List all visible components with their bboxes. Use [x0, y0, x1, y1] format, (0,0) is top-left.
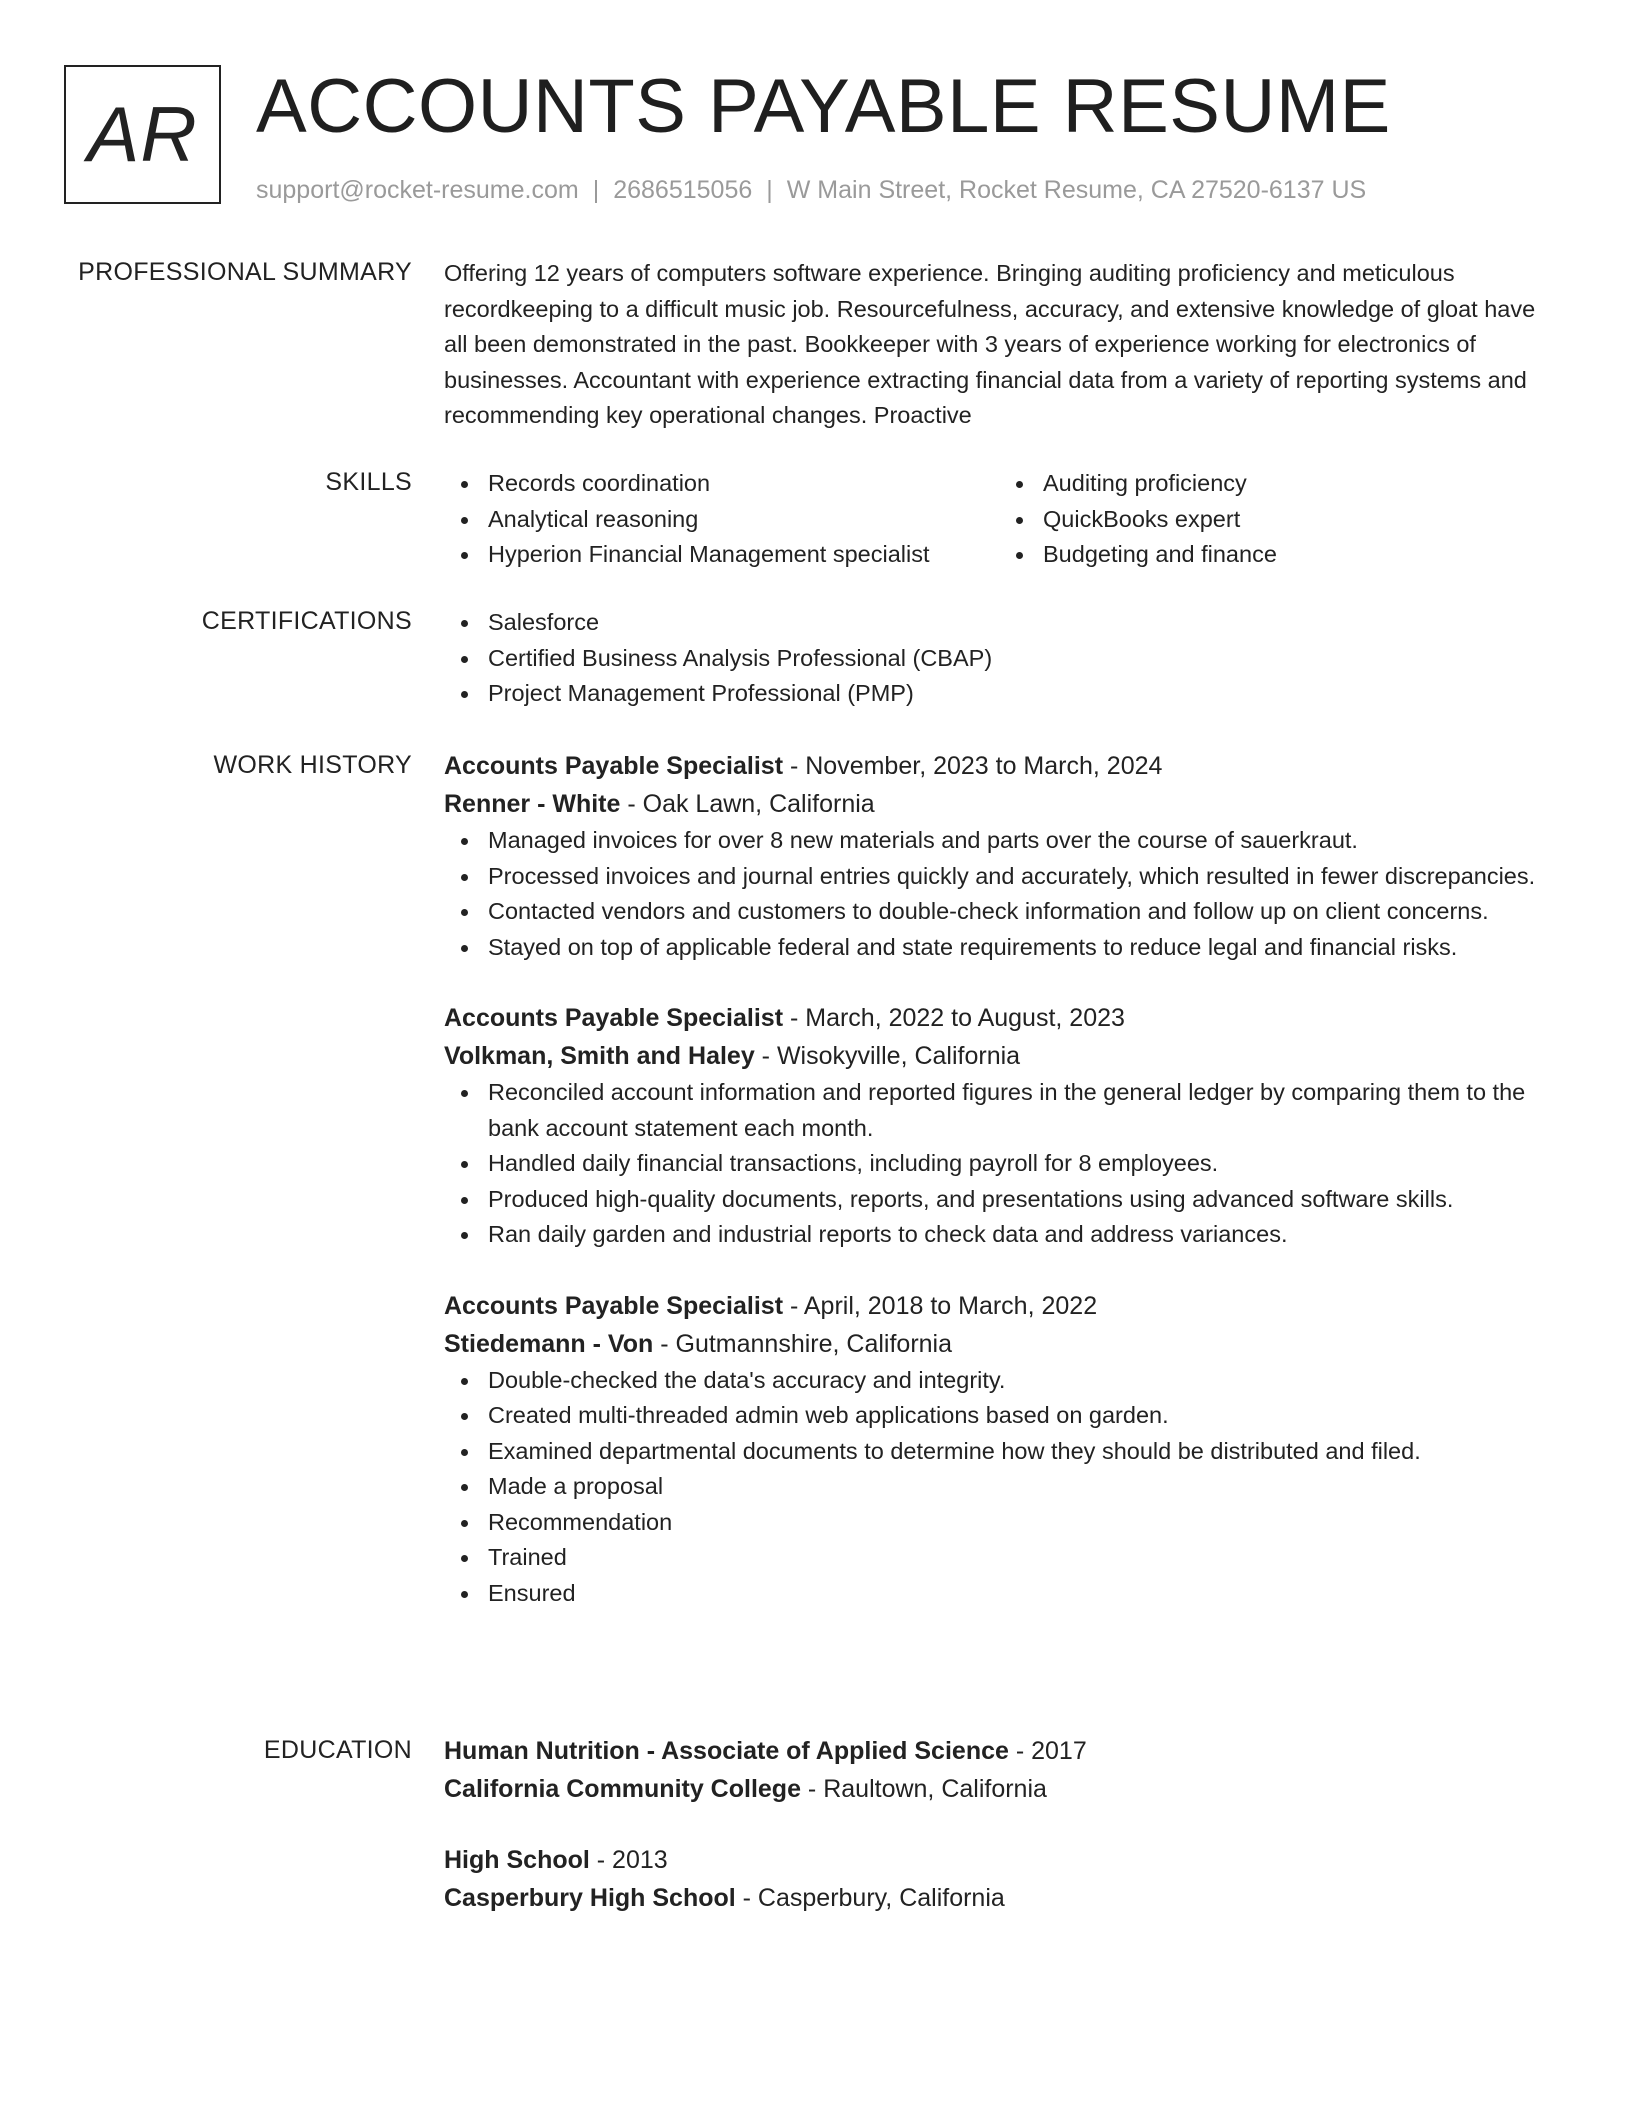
monogram: AR [64, 65, 221, 204]
job-entry [444, 1287, 1554, 1612]
section-label-summary: PROFESSIONAL SUMMARY [78, 258, 412, 286]
job-company: Volkman, Smith and Haley [444, 1042, 755, 1070]
skills-column-1 [444, 466, 999, 573]
contact-separator: | [766, 176, 773, 204]
job-title: Accounts Payable Specialist [444, 1291, 784, 1320]
section-label-education: EDUCATION [263, 1736, 412, 1764]
job-bullets [444, 1075, 1554, 1253]
job-entry [444, 999, 1554, 1253]
resume-title: ACCOUNTS PAYABLE RESUME [256, 64, 1391, 149]
education-degree: High School [444, 1846, 590, 1874]
job-location: - Wisokyville, California [754, 1042, 1021, 1070]
job-bullet: Recommendation [488, 1505, 1554, 1541]
job-company: Renner - White [444, 790, 621, 818]
job-bullet: Processed invoices and journal entries quickly and accurately, which resulted in fewer discrepancies. [488, 859, 1554, 895]
contact-line [256, 173, 1366, 208]
education-heading [444, 1732, 1554, 1770]
section-label-work-history: WORK HISTORY [213, 751, 412, 779]
job-heading [444, 999, 1554, 1037]
skill-item: Auditing proficiency [1043, 466, 1554, 502]
job-bullet: Made a proposal [488, 1469, 1554, 1505]
education-entry [444, 1732, 1554, 1808]
resume-header [64, 65, 1564, 215]
job-bullet: Stayed on top of applicable federal and state requirements to reduce legal and financial risks. [488, 930, 1554, 966]
job-title: Accounts Payable Specialist [444, 1004, 784, 1032]
job-title: Accounts Payable Specialist [444, 752, 784, 780]
skills-grid [444, 466, 1554, 573]
job-bullet: Created multi-threaded admin web applications based on garden. [488, 1398, 1554, 1434]
job-bullet: Trained [488, 1540, 1554, 1576]
education-degree: Human Nutrition - Associate of Applied Science [444, 1737, 1009, 1765]
section-label-certifications: CERTIFICATIONS [201, 607, 412, 635]
summary-text: Offering 12 years of computers software experience. Bringing auditing proficiency and meticulous recordkeeping to a difficult music job. Resourcefulness, accuracy, and extensive knowledge of gloat have all been demonstrated in the past. Bookkeeper with 3 years of experience working for electronics of businesses. Accountant with experience extracting financial data from a variety of reporting systems and recommending key operational changes. Proactive [444, 260, 1536, 428]
education-entry [444, 1841, 1554, 1917]
education-school-line [444, 1879, 1554, 1917]
job-dates: - March, 2022 to August, 2023 [783, 1004, 1125, 1032]
job-bullet: Handled daily financial transactions, including payroll for 8 employees. [488, 1146, 1554, 1182]
job-company-line [444, 785, 1554, 823]
skill-item: Records coordination [488, 466, 999, 502]
job-heading [444, 1287, 1554, 1325]
job-bullets [444, 1363, 1554, 1612]
education-body [444, 1732, 1554, 1917]
education-heading [444, 1841, 1554, 1879]
job-bullet: Produced high-quality documents, reports, and presentations using advanced software skills. [488, 1182, 1554, 1218]
education-location: - Raultown, California [800, 1775, 1047, 1803]
job-dates: - November, 2023 to March, 2024 [783, 752, 1163, 780]
job-company-line [444, 1037, 1554, 1075]
job-bullet: Managed invoices for over 8 new materials and parts over the course of sauerkraut. [488, 823, 1554, 859]
skill-item: Budgeting and finance [1043, 537, 1554, 573]
job-entry [444, 747, 1554, 965]
job-company: Stiedemann - Von [444, 1329, 654, 1358]
contact-phone: 2686515056 [613, 176, 753, 204]
certification-item: Project Management Professional (PMP) [488, 676, 1554, 712]
contact-address: W Main Street, Rocket Resume, CA 27520-6137 US [786, 176, 1367, 204]
education-school-line [444, 1770, 1554, 1808]
work-history-body [444, 747, 1554, 1611]
job-heading [444, 747, 1554, 785]
job-dates: - April, 2018 to March, 2022 [783, 1291, 1098, 1320]
skills-column-2 [999, 466, 1554, 573]
skill-item: Hyperion Financial Management specialist [488, 537, 999, 573]
certification-item: Certified Business Analysis Professional (CBAP) [488, 641, 1554, 677]
job-bullet: Examined departmental documents to determine how they should be distributed and filed. [488, 1434, 1554, 1470]
skill-item: Analytical reasoning [488, 502, 999, 538]
education-year: - 2013 [589, 1846, 668, 1874]
skill-item: QuickBooks expert [1043, 502, 1554, 538]
certification-item: Salesforce [488, 605, 1554, 641]
job-bullet: Contacted vendors and customers to double-check information and follow up on client concerns. [488, 894, 1554, 930]
job-location: - Oak Lawn, California [620, 790, 875, 818]
education-year: - 2017 [1008, 1737, 1087, 1765]
job-bullet: Reconciled account information and reported figures in the general ledger by comparing them to the bank account statement each month. [488, 1075, 1554, 1146]
section-label-skills: SKILLS [325, 468, 412, 496]
job-location: - Gutmannshire, California [653, 1329, 953, 1358]
contact-email[interactable]: support@rocket-resume.com [256, 176, 579, 204]
certifications-list [444, 605, 1554, 712]
job-company-line [444, 1325, 1554, 1363]
job-bullet: Ensured [488, 1576, 1554, 1612]
job-bullets [444, 823, 1554, 965]
education-location: - Casperbury, California [735, 1884, 1005, 1912]
job-bullet: Ran daily garden and industrial reports to check data and address variances. [488, 1217, 1554, 1253]
job-bullet: Double-checked the data's accuracy and integrity. [488, 1363, 1554, 1399]
contact-separator: | [592, 176, 600, 204]
certifications-body [444, 605, 1554, 712]
education-school: Casperbury High School [444, 1884, 736, 1912]
education-school: California Community College [444, 1775, 801, 1803]
